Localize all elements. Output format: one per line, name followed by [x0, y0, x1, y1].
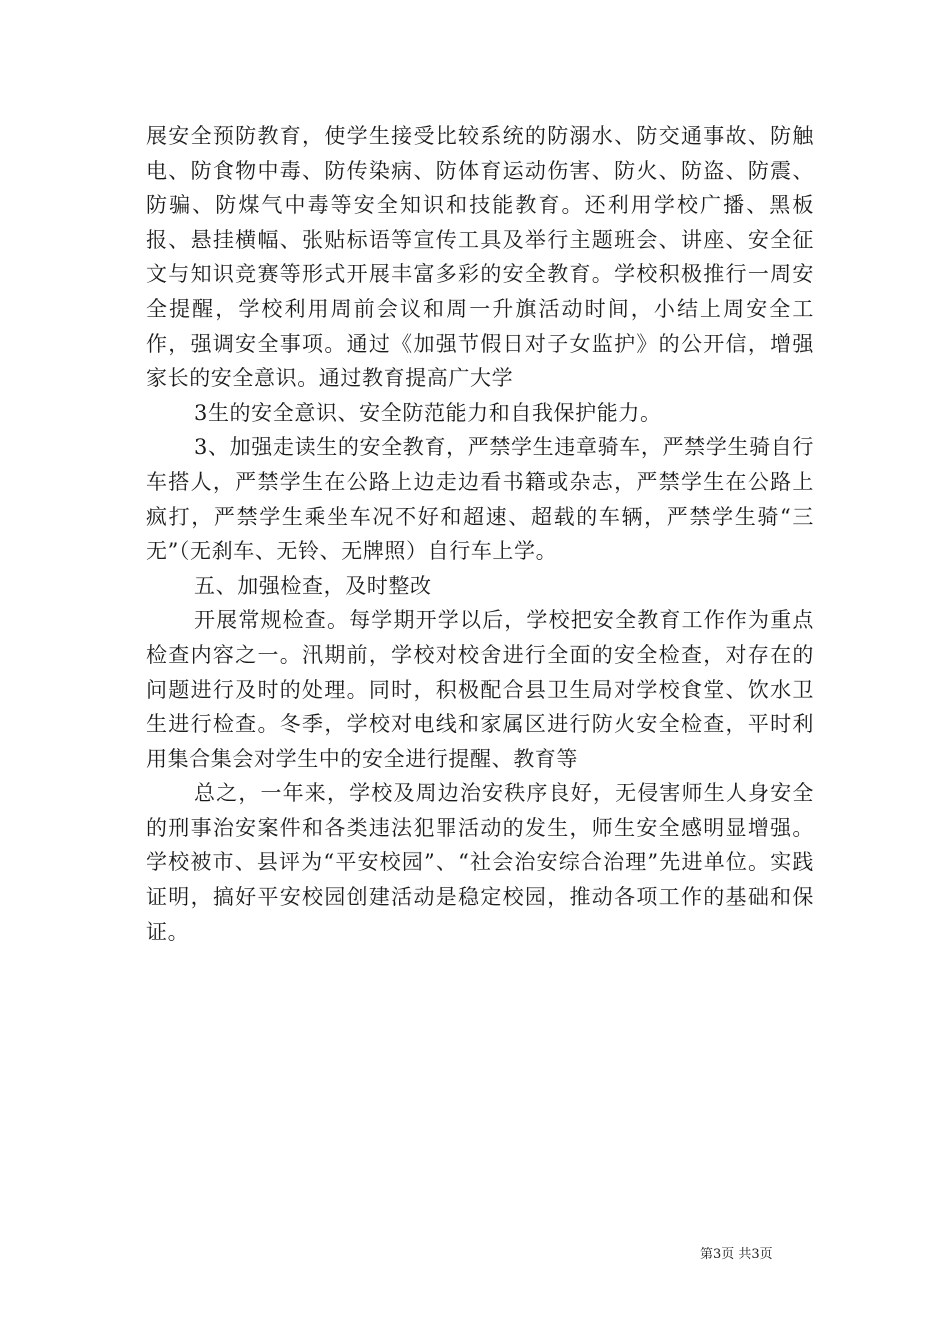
section-heading-inspection: 五、加强检查，及时整改 — [194, 573, 432, 598]
paragraph-student-awareness: 3生的安全意识、安全防范能力和自我保护能力。 — [194, 400, 662, 425]
document-body — [146, 119, 814, 949]
paragraph-safety-education-continued: 展安全预防教育，使学生接受比较系统的防溺水、防交通事故、防触电、防食物中毒、防传染病、防体育运动伤害、防火、防盗、防震、防骗、防煤气中毒等安全知识和技能教育。还利用学校广播、黑板报、悬挂横幅、张贴标语等宣传工具及举行主题班会、讲座、安全征文与知识竞赛等形式开展丰富多彩的安全教育。学校积极推行一周安全提醒，学校利用周前会议和周一升旗活动时间，小结上周安全工作，强调安全事项。通过《加强节假日对子女监护》的公开信，增强家长的安全意识。通过教育提高广大学 — [146, 124, 814, 391]
page-number-footer: 第3页 共3页 — [700, 1247, 773, 1262]
paragraph-day-student-education: 3、加强走读生的安全教育，严禁学生违章骑车，严禁学生骑自行车搭人，严禁学生在公路上边走边看书籍或杂志，严禁学生在公路上疯打，严禁学生乘坐车况不好和超速、超载的车辆，严禁学生骑“三无”（无刹车、无铃、无牌照）自行车上学。 — [146, 435, 814, 564]
paragraph-routine-inspection: 开展常规检查。每学期开学以后，学校把安全教育工作作为重点检查内容之一。汛期前，学校对校舍进行全面的安全检查，对存在的问题进行及时的处理。同时，积极配合县卫生局对学校食堂、饮水卫生进行检查。冬季，学校对电线和家属区进行防火安全检查，平时利用集合集会对学生中的安全进行提醒、教育等 — [146, 608, 814, 771]
paragraph-conclusion: 总之，一年来，学校及周边治安秩序良好，无侵害师生人身安全的刑事治安案件和各类违法犯罪活动的发生，师生安全感明显增强。学校被市、县评为“平安校园”、“社会治安综合治理”先进单位。实践证明，搞好平安校园创建活动是稳定校园，推动各项工作的基础和保证。 — [146, 781, 814, 944]
